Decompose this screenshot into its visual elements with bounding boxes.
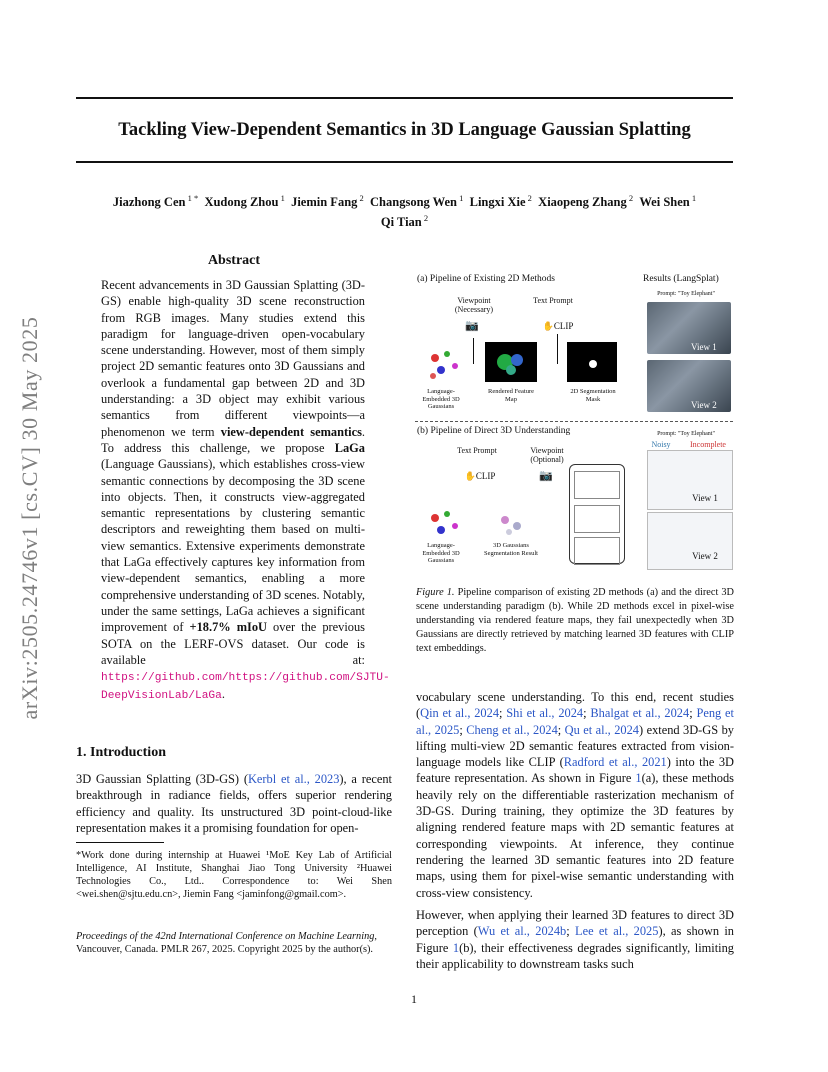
figure-ref-link[interactable]: 1 [452, 940, 460, 955]
panel-divider [415, 421, 733, 422]
citation-link[interactable]: Wu et al., 2024b [477, 924, 567, 939]
author-affiliation: 2 [626, 193, 634, 203]
viewpoint-necessary-label: Viewpoint (Necessary) [454, 296, 494, 314]
author-line-1 [76, 190, 733, 210]
gaussians-label-b: Language-Embedded 3D Gaussians [422, 542, 460, 564]
code-url-link[interactable]: https://github.com/https://github.com/SJTU-DeepVisionLab/LaGa [101, 672, 390, 703]
panel-b-label: (b) Pipeline of Direct 3D Understanding [417, 426, 571, 436]
citation-link[interactable]: Cheng et al., 2024 [466, 722, 558, 737]
intro-paragraph-2: However, when applying their learned 3D features to direct 3D perception (Wu et al., 2024b; Lee et al., 2025), as shown in Figure 1(b), their effectiveness degrades significantly, limiting their applicability to downstream tasks such [416, 908, 734, 971]
author-name: Xiaopeng Zhang $^2$ [538, 193, 634, 210]
author-affiliation: 1 [689, 193, 697, 203]
figure-caption: Figure 1. Pipeline comparison of existing 2D methods (a) and the direct 3D scene understanding paradigm (b). While 2D methods excel in pixel-wise understanding via rendered feature maps, they fail unexpectedly when 3D Gaussians are directly retrieved by matching learned 3D features with CLIP text embeddings. [416, 587, 734, 654]
panel-a-label: (a) Pipeline of Existing 2D Methods [417, 274, 555, 284]
segmentation-mask [567, 342, 617, 382]
result-view-2 [647, 360, 731, 412]
rendered-map-label: Rendered Feature Map [487, 388, 535, 403]
direct-view-1-label: View 1 [692, 493, 718, 503]
footnote-rule [76, 842, 164, 843]
clip-label: ✋CLIP [542, 321, 574, 331]
figure-1 [415, 272, 733, 572]
author-name: Xudong Zhou $^1$ [204, 193, 285, 210]
author-affiliation: 2 [357, 193, 364, 203]
arrow [473, 338, 474, 364]
citation-link[interactable]: Radford et al., 2021 [563, 755, 667, 770]
text-prompt-label-b: Text Prompt [457, 446, 497, 455]
direct-view-2 [647, 512, 733, 570]
author-affiliation: 2 [421, 213, 429, 224]
abstract-heading: Abstract [207, 253, 261, 268]
section-heading: 1. Introduction [76, 745, 166, 760]
seg-result-label: 3D Gaussians Segmentation Result [484, 542, 538, 557]
seg-result-blob [487, 508, 535, 542]
figure-ref-link[interactable]: 1 [635, 771, 642, 786]
citation-link[interactable]: Qu et al., 2024 [564, 722, 639, 737]
top-rule [76, 97, 733, 99]
author-affiliation: 2 [525, 193, 532, 203]
noisy-label: Noisy [651, 440, 671, 449]
author-affiliation: 1 [457, 193, 464, 203]
citation-link[interactable]: Bhalgat et al., 2024 [590, 706, 690, 721]
result-view-1 [647, 302, 731, 354]
author-name: Jiazhong Cen $^{1 *}$ [112, 193, 199, 210]
author-line-2 [76, 210, 733, 230]
paper-title: Tackling View-Dependent Semantics in 3D Language Gaussian Splatting [118, 120, 691, 140]
citation-link[interactable]: Kerbl et al., 2023 [247, 772, 340, 786]
gaussians-label: Language-Embedded 3D Gaussians [422, 388, 460, 410]
proceedings-note: Proceedings of the 42nd International Conference on Machine Learning, Vancouver, Canada. PMLR 267, 2025. Copyright 2025 by the author(s). [76, 931, 377, 955]
camera-icon: 📷 [465, 320, 479, 332]
intro-paragraph-continued: vocabulary scene understanding. To this end, recent studies (Qin et al., 2024; Shi et al., 2024; Bhalgat et al., 2024; Peng et al., 2025; Cheng et al., 2024; Qu et al., 2024) extend 3D-GS by lifting multi-view 2D semantic features extracted from vision-language models like CLIP (Radford et al., 2021) into the 3D feature representation. As shown in Figure 1(a), these methods heavily rely on the differentiable rasterization mechanism of 3D-GS. During training, they optimize the 3D features by aligning rendered feature maps with 2D semantic features at corresponding viewpoints. At inference, they continue rendering the learned 3D semantic features into 2D feature maps, using them for pixel-wise semantic understanding with cross-view consistency. [416, 690, 735, 900]
prompt-label: Prompt: "Toy Elephant" [657, 291, 715, 297]
direct-view-2-label: View 2 [692, 551, 718, 561]
author-name: Jiemin Fang $^2$ [291, 193, 364, 210]
view-2-label: View 2 [691, 400, 717, 410]
citation-link[interactable]: Lee et al., 2025 [575, 924, 659, 939]
citation-link[interactable]: Peng et al., 2025 [416, 706, 735, 737]
view-frame [574, 471, 620, 499]
author-list [76, 190, 733, 230]
incomplete-label: Incomplete [690, 440, 726, 449]
citation-link[interactable]: Qin et al., 2024 [420, 706, 500, 721]
footnote: *Work done during internship at Huawei ¹MoE Key Lab of Artificial Intelligence, AI Institute, Shanghai Jiao Tong University ²Huawei Technologies Co., Ltd.. Correspondence to: Wei Shen <wei.shen@sjtu.edu.cn>, Jiemin Fang <jaminfong@gmail.com>. [76, 850, 392, 900]
view-frame [574, 505, 620, 533]
author-name: Lingxi Xie $^2$ [469, 193, 532, 210]
author-affiliation: 1 * [185, 193, 199, 203]
view-frame [574, 537, 620, 565]
rendered-feature-map [485, 342, 537, 382]
view-1-label: View 1 [691, 342, 717, 352]
gaussians-blob [425, 348, 465, 384]
author-affiliation: 1 [278, 193, 285, 203]
title-bottom-rule [76, 161, 733, 163]
view-stack [569, 464, 625, 564]
arxiv-stamp: arXiv:2505.24746v1 [cs.CV] 30 May 2025 [17, 316, 42, 720]
seg-mask-label: 2D Segmentation Mask [570, 388, 616, 403]
clip-label-b: ✋CLIP [464, 471, 496, 481]
author-name: Wei Shen $^1$ [639, 193, 697, 210]
author-name: Qi Tian $^2$ [380, 213, 429, 230]
arrow [557, 334, 558, 364]
intro-paragraph: 3D Gaussian Splatting (3D-GS) (Kerbl et al., 2023), a recent breakthrough in radiance fields, offers superior rendering efficiency and quality. Its unstructured 3D point-cloud-like representation makes it a promising foundation for open- [76, 772, 392, 835]
prompt-label-b: Prompt: "Toy Elephant" [657, 431, 715, 437]
viewpoint-optional-label: Viewpoint (Optional) [530, 446, 564, 464]
results-label: Results (LangSplat) [643, 274, 719, 284]
citation-link[interactable]: Shi et al., 2024 [506, 706, 584, 721]
abstract-text: Recent advancements in 3D Gaussian Splatting (3D-GS) enable high-quality 3D scene reconstruction from RGB images. Many studies extend this paradigm for language-driven open-vocabulary scene understanding. However, most of them simply project 2D semantic features onto 3D Gaussians and overlook a fundamental gap between 2D and 3D understanding: a 3D object may exhibit various semantics from different viewpoints—a phenomenon we term view-dependent semantics. To address this challenge, we propose LaGa (Language Gaussians), which establishes cross-view semantic connections by decomposing the 3D scene into objects. Then, it constructs view-aggregated semantic representations by clustering semantic descriptors and reweighting them based on multi-view semantics. Extensive experiments demonstrate that LaGa effectively captures key information from view-dependent semantics, enabling a more comprehensive understanding of 3D scenes. Notably, under the same settings, LaGa achieves a significant improvement of +18.7% mIoU over the previous SOTA on the LERF-OVS dataset. Our code is available at: https://github.com/https://github.com/SJTU-DeepVisionLab/LaGa. [101, 278, 390, 703]
text-prompt-label: Text Prompt [533, 296, 573, 305]
camera-icon: 📷 [539, 470, 553, 482]
page-number: 1 [411, 992, 417, 1006]
author-name: Changsong Wen $^1$ [370, 193, 464, 210]
gaussians-blob-b [425, 508, 465, 544]
